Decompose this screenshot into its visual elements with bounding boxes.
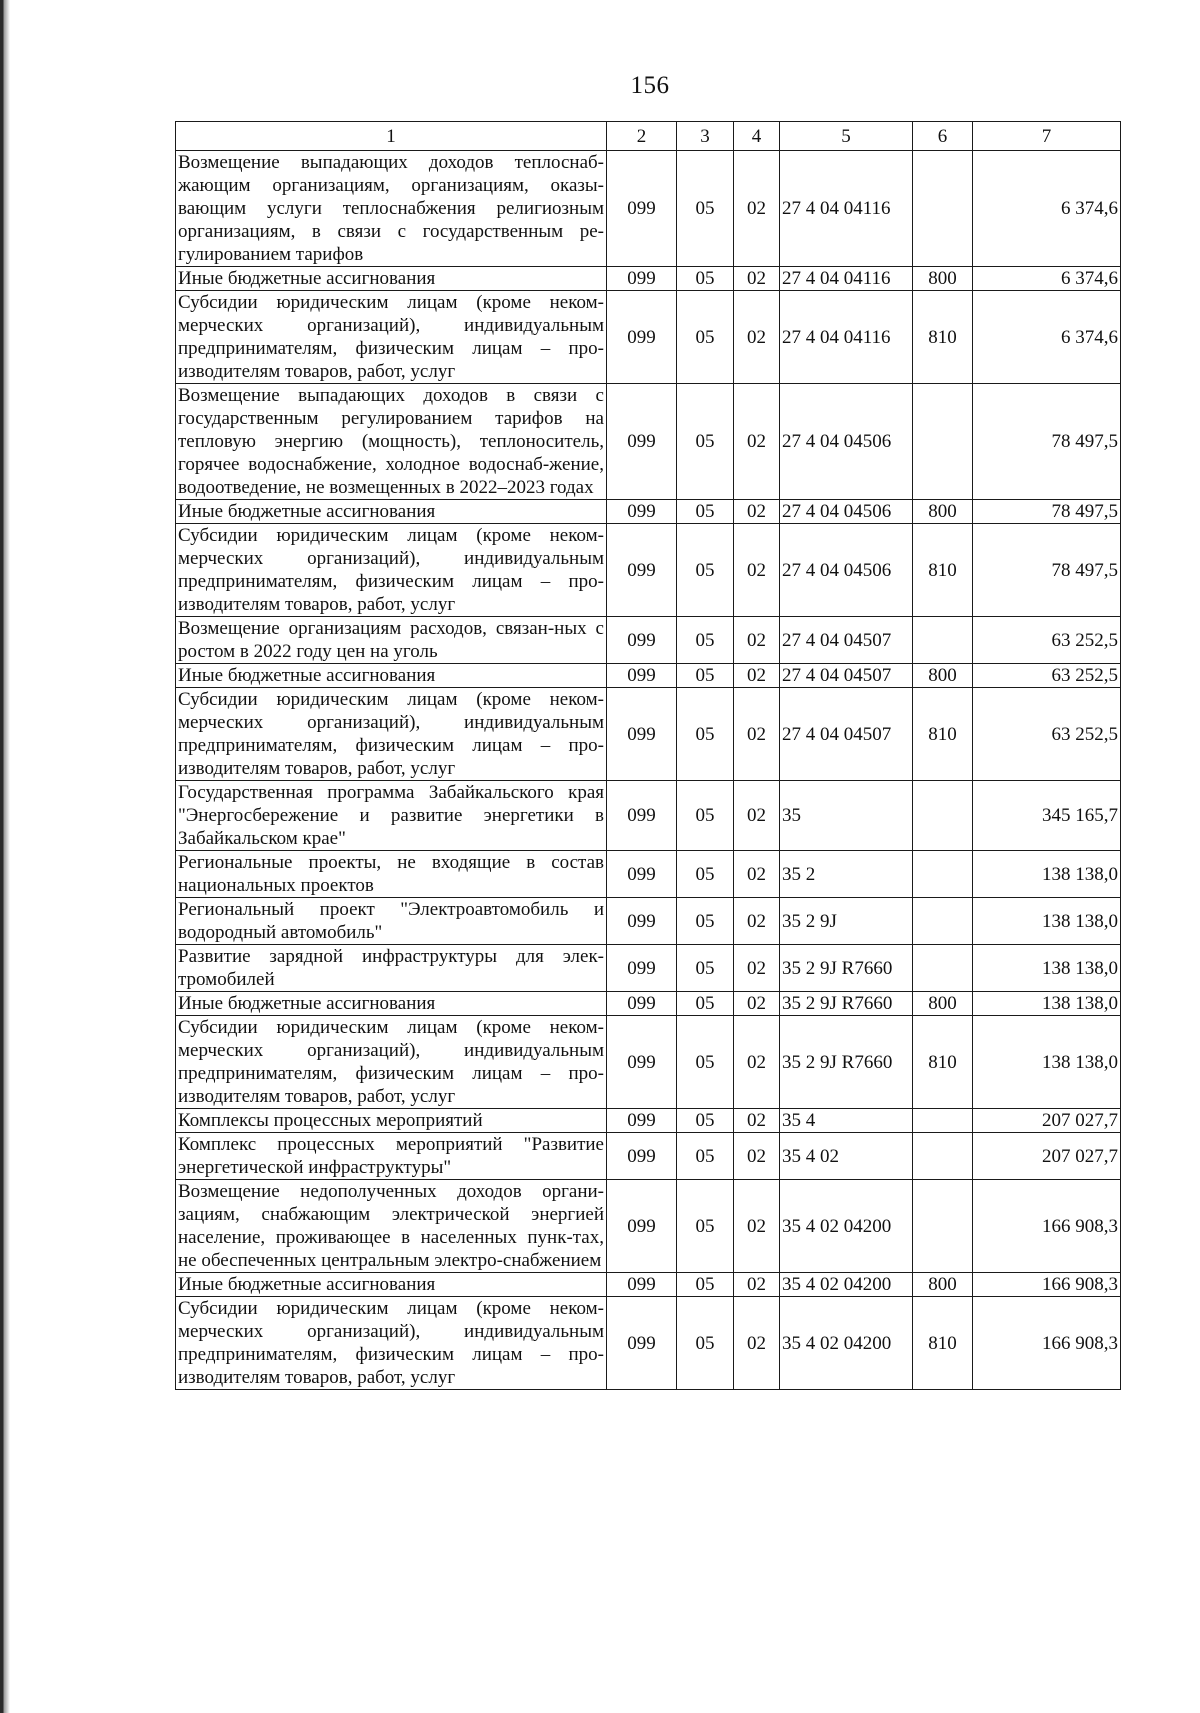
cell-subsection: 02: [734, 992, 780, 1016]
header-col-4: 4: [734, 122, 780, 151]
cell-expense-type: 810: [913, 1297, 973, 1390]
cell-amount: 207 027,7: [973, 1133, 1121, 1180]
cell-ministry: 099: [607, 851, 677, 898]
cell-expense-type: 800: [913, 500, 973, 524]
row-name: Иные бюджетные ассигнования: [176, 664, 607, 688]
page-number: 156: [630, 72, 670, 99]
row-name: Возмещение выпадающих доходов в связи с государственным регулированием тарифов на тепловую энергию (мощность), теплоноситель, горячее водоснабжение, холодное водоснаб-жение, водоотведение, не возмещенных в 2022–2023 годах: [176, 384, 607, 500]
cell-expense-type: 810: [913, 688, 973, 781]
table-row: [176, 664, 1121, 688]
table-body: [176, 151, 1121, 1390]
cell-target-article: 27 4 04 04507: [780, 617, 913, 664]
cell-expense-type: 800: [913, 1273, 973, 1297]
row-name: Иные бюджетные ассигнования: [176, 500, 607, 524]
cell-amount: 6 374,6: [973, 291, 1121, 384]
cell-subsection: 02: [734, 500, 780, 524]
cell-amount: 63 252,5: [973, 664, 1121, 688]
cell-target-article: 27 4 04 04116: [780, 151, 913, 267]
cell-expense-type: [913, 617, 973, 664]
table-row: [176, 1133, 1121, 1180]
cell-amount: 138 138,0: [973, 898, 1121, 945]
cell-subsection: 02: [734, 1016, 780, 1109]
cell-expense-type: [913, 1133, 973, 1180]
cell-section: 05: [677, 1180, 734, 1273]
table-row: [176, 1297, 1121, 1390]
cell-subsection: 02: [734, 898, 780, 945]
scan-edge: [0, 0, 10, 1713]
table-row: [176, 851, 1121, 898]
row-name: Субсидии юридическим лицам (кроме неком-мерческих организаций), индивидуальным предпринимателям, физическим лицам – про-изводителям товаров, работ, услуг: [176, 688, 607, 781]
table-header-row: [176, 122, 1121, 151]
cell-ministry: 099: [607, 945, 677, 992]
header-col-5: 5: [780, 122, 913, 151]
cell-ministry: 099: [607, 688, 677, 781]
cell-target-article: 27 4 04 04507: [780, 688, 913, 781]
cell-ministry: 099: [607, 781, 677, 851]
row-name: Субсидии юридическим лицам (кроме неком-мерческих организаций), индивидуальным предпринимателям, физическим лицам – про-изводителям товаров, работ, услуг: [176, 1297, 607, 1390]
cell-expense-type: 800: [913, 992, 973, 1016]
cell-section: 05: [677, 291, 734, 384]
cell-section: 05: [677, 1109, 734, 1133]
cell-target-article: 27 4 04 04116: [780, 267, 913, 291]
cell-ministry: 099: [607, 267, 677, 291]
row-name: Региональные проекты, не входящие в состав национальных проектов: [176, 851, 607, 898]
cell-target-article: 35 4 02 04200: [780, 1180, 913, 1273]
cell-ministry: 099: [607, 664, 677, 688]
cell-subsection: 02: [734, 1297, 780, 1390]
cell-subsection: 02: [734, 781, 780, 851]
budget-table: [175, 121, 1121, 1390]
cell-expense-type: [913, 1180, 973, 1273]
cell-expense-type: 800: [913, 267, 973, 291]
header-col-6: 6: [913, 122, 973, 151]
table-row: [176, 1180, 1121, 1273]
cell-amount: 6 374,6: [973, 267, 1121, 291]
cell-expense-type: [913, 851, 973, 898]
cell-subsection: 02: [734, 617, 780, 664]
cell-subsection: 02: [734, 384, 780, 500]
row-name: Государственная программа Забайкальского края "Энергосбережение и развитие энергетики в Забайкальском крае": [176, 781, 607, 851]
row-name: Региональный проект "Электроавтомобиль и водородный автомобиль": [176, 898, 607, 945]
cell-expense-type: [913, 384, 973, 500]
cell-target-article: 35: [780, 781, 913, 851]
cell-subsection: 02: [734, 267, 780, 291]
cell-ministry: 099: [607, 1180, 677, 1273]
table-row: [176, 617, 1121, 664]
cell-expense-type: 810: [913, 291, 973, 384]
cell-section: 05: [677, 898, 734, 945]
cell-ministry: 099: [607, 1273, 677, 1297]
table-row: [176, 992, 1121, 1016]
cell-subsection: 02: [734, 688, 780, 781]
cell-ministry: 099: [607, 291, 677, 384]
cell-section: 05: [677, 851, 734, 898]
cell-target-article: 35 4 02: [780, 1133, 913, 1180]
cell-section: 05: [677, 992, 734, 1016]
cell-amount: 138 138,0: [973, 992, 1121, 1016]
cell-ministry: 099: [607, 1109, 677, 1133]
cell-ministry: 099: [607, 1133, 677, 1180]
cell-subsection: 02: [734, 851, 780, 898]
table-row: [176, 945, 1121, 992]
row-name: Комплекс процессных мероприятий "Развитие энергетической инфраструктуры": [176, 1133, 607, 1180]
cell-subsection: 02: [734, 151, 780, 267]
cell-expense-type: 810: [913, 1016, 973, 1109]
cell-amount: 78 497,5: [973, 500, 1121, 524]
table-row: [176, 524, 1121, 617]
cell-amount: 138 138,0: [973, 851, 1121, 898]
cell-section: 05: [677, 664, 734, 688]
cell-target-article: 27 4 04 04506: [780, 524, 913, 617]
cell-amount: 63 252,5: [973, 688, 1121, 781]
cell-section: 05: [677, 384, 734, 500]
cell-section: 05: [677, 1273, 734, 1297]
cell-ministry: 099: [607, 992, 677, 1016]
cell-ministry: 099: [607, 1297, 677, 1390]
cell-target-article: 35 2: [780, 851, 913, 898]
cell-expense-type: 810: [913, 524, 973, 617]
cell-amount: 166 908,3: [973, 1180, 1121, 1273]
table-row: [176, 898, 1121, 945]
cell-subsection: 02: [734, 664, 780, 688]
cell-section: 05: [677, 688, 734, 781]
row-name: Возмещение организациям расходов, связан-ных с ростом в 2022 году цен на уголь: [176, 617, 607, 664]
cell-target-article: 35 4 02 04200: [780, 1297, 913, 1390]
cell-section: 05: [677, 500, 734, 524]
row-name: Возмещение выпадающих доходов теплоснаб-жающим организациям, организациям, оказы-вающим услуги теплоснабжения религиозным организациям, в связи с государственным ре-гулированием тарифов: [176, 151, 607, 267]
table-row: [176, 384, 1121, 500]
cell-expense-type: 800: [913, 664, 973, 688]
cell-target-article: 35 2 9J: [780, 898, 913, 945]
cell-amount: 138 138,0: [973, 945, 1121, 992]
cell-ministry: 099: [607, 617, 677, 664]
cell-ministry: 099: [607, 500, 677, 524]
cell-ministry: 099: [607, 151, 677, 267]
cell-amount: 207 027,7: [973, 1109, 1121, 1133]
cell-subsection: 02: [734, 1180, 780, 1273]
table-row: [176, 781, 1121, 851]
header-col-7: 7: [973, 122, 1121, 151]
cell-expense-type: [913, 1109, 973, 1133]
table-row: [176, 267, 1121, 291]
cell-expense-type: [913, 151, 973, 267]
cell-target-article: 35 2 9J R7660: [780, 945, 913, 992]
table-row: [176, 500, 1121, 524]
cell-target-article: 27 4 04 04506: [780, 500, 913, 524]
cell-expense-type: [913, 781, 973, 851]
cell-amount: 345 165,7: [973, 781, 1121, 851]
cell-target-article: 35 4: [780, 1109, 913, 1133]
cell-section: 05: [677, 151, 734, 267]
cell-section: 05: [677, 524, 734, 617]
cell-subsection: 02: [734, 524, 780, 617]
table-row: [176, 1273, 1121, 1297]
row-name: Субсидии юридическим лицам (кроме неком-мерческих организаций), индивидуальным предпринимателям, физическим лицам – про-изводителям товаров, работ, услуг: [176, 291, 607, 384]
cell-target-article: 27 4 04 04507: [780, 664, 913, 688]
header-col-1: 1: [176, 122, 607, 151]
cell-section: 05: [677, 617, 734, 664]
cell-ministry: 099: [607, 1016, 677, 1109]
cell-target-article: 27 4 04 04116: [780, 291, 913, 384]
cell-subsection: 02: [734, 1133, 780, 1180]
row-name: Субсидии юридическим лицам (кроме неком-мерческих организаций), индивидуальным предпринимателям, физическим лицам – про-изводителям товаров, работ, услуг: [176, 524, 607, 617]
cell-amount: 78 497,5: [973, 524, 1121, 617]
cell-amount: 166 908,3: [973, 1297, 1121, 1390]
cell-subsection: 02: [734, 291, 780, 384]
cell-section: 05: [677, 781, 734, 851]
row-name: Возмещение недополученных доходов органи-зациям, снабжающим электрической энергией население, проживающее в населенных пунк-тах, не обеспеченных центральным электро-снабжением: [176, 1180, 607, 1273]
cell-expense-type: [913, 898, 973, 945]
cell-subsection: 02: [734, 945, 780, 992]
cell-amount: 6 374,6: [973, 151, 1121, 267]
cell-amount: 63 252,5: [973, 617, 1121, 664]
table-row: [176, 151, 1121, 267]
cell-target-article: 27 4 04 04506: [780, 384, 913, 500]
row-name: Иные бюджетные ассигнования: [176, 267, 607, 291]
cell-ministry: 099: [607, 524, 677, 617]
row-name: Комплексы процессных мероприятий: [176, 1109, 607, 1133]
cell-ministry: 099: [607, 898, 677, 945]
header-col-2: 2: [607, 122, 677, 151]
row-name: Иные бюджетные ассигнования: [176, 1273, 607, 1297]
header-col-3: 3: [677, 122, 734, 151]
cell-target-article: 35 4 02 04200: [780, 1273, 913, 1297]
row-name: Иные бюджетные ассигнования: [176, 992, 607, 1016]
cell-target-article: 35 2 9J R7660: [780, 992, 913, 1016]
row-name: Субсидии юридическим лицам (кроме неком-мерческих организаций), индивидуальным предпринимателям, физическим лицам – про-изводителям товаров, работ, услуг: [176, 1016, 607, 1109]
row-name: Развитие зарядной инфраструктуры для элек-тромобилей: [176, 945, 607, 992]
cell-expense-type: [913, 945, 973, 992]
table-row: [176, 688, 1121, 781]
cell-section: 05: [677, 1297, 734, 1390]
cell-subsection: 02: [734, 1273, 780, 1297]
cell-section: 05: [677, 1016, 734, 1109]
cell-amount: 166 908,3: [973, 1273, 1121, 1297]
table-row: [176, 1016, 1121, 1109]
table-row: [176, 291, 1121, 384]
cell-target-article: 35 2 9J R7660: [780, 1016, 913, 1109]
cell-section: 05: [677, 267, 734, 291]
cell-section: 05: [677, 945, 734, 992]
cell-amount: 78 497,5: [973, 384, 1121, 500]
cell-section: 05: [677, 1133, 734, 1180]
table-row: [176, 1109, 1121, 1133]
cell-subsection: 02: [734, 1109, 780, 1133]
cell-amount: 138 138,0: [973, 1016, 1121, 1109]
cell-ministry: 099: [607, 384, 677, 500]
